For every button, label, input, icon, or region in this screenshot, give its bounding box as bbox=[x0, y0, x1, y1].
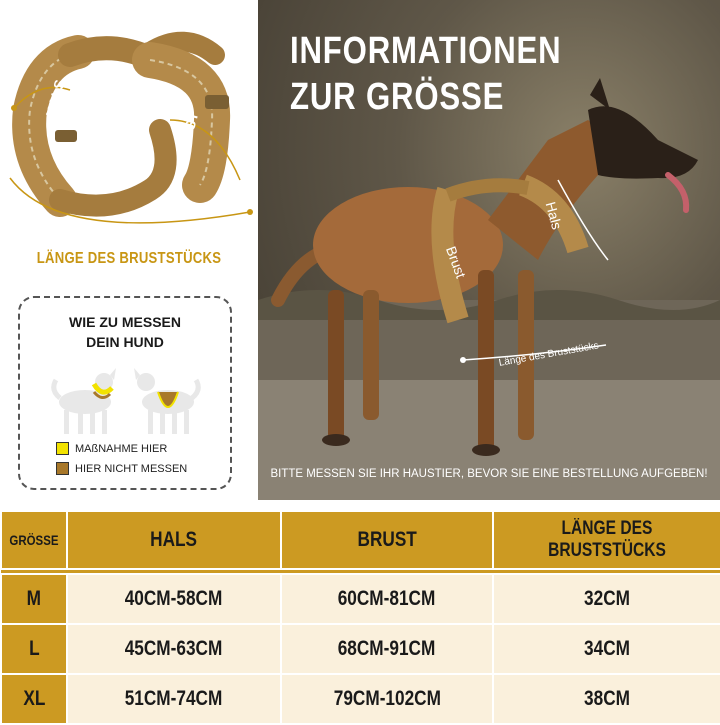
size-cell: M bbox=[1, 574, 67, 624]
photo-title bbox=[290, 28, 561, 120]
measure-before-order-banner: BITTE MESSEN SIE IHR HAUSTIER, BEVOR SIE EINE BESTELLUNG AUFGEBEN! bbox=[270, 468, 708, 480]
chest-cell: 79CM-102CM bbox=[281, 674, 493, 724]
table-row bbox=[1, 574, 720, 624]
chest-cell: 68CM-91CM bbox=[281, 624, 493, 674]
photo-lange-label: Länge des Bruststücks bbox=[498, 340, 600, 369]
legend-measure-here bbox=[56, 442, 167, 455]
dog-photo bbox=[258, 0, 720, 500]
header-size: GRÖSSE bbox=[1, 511, 67, 569]
measuring-guide-title-line2: DEIN HUND bbox=[86, 334, 164, 350]
header-chest: BRUST bbox=[281, 511, 493, 569]
length-cell: 32CM bbox=[493, 574, 720, 624]
neck-cell: 45CM-63CM bbox=[67, 624, 281, 674]
size-cell: XL bbox=[1, 674, 67, 724]
size-table bbox=[0, 510, 720, 725]
harness-lange-label: LÄNGE DES BRUSTSTÜCKS bbox=[36, 250, 222, 267]
chest-cell: 60CM-81CM bbox=[281, 574, 493, 624]
measuring-guide-title-line1: WIE ZU MESSEN bbox=[68, 314, 181, 330]
length-cell: 38CM bbox=[493, 674, 720, 724]
neck-cell: 51CM-74CM bbox=[67, 674, 281, 724]
harness-hals-label: HALS bbox=[42, 77, 68, 119]
legend-yellow-swatch bbox=[56, 442, 69, 455]
length-cell: 34CM bbox=[493, 624, 720, 674]
harness-brust-label: BRUST bbox=[173, 110, 202, 161]
neck-cell: 40CM-58CM bbox=[67, 574, 281, 624]
legend-measure-here-label: MAßNAHME HIER bbox=[75, 442, 168, 455]
harness-illustration-panel bbox=[0, 0, 258, 285]
photo-brust-label: Brust bbox=[442, 244, 470, 281]
size-cell: L bbox=[1, 624, 67, 674]
legend-do-not-measure bbox=[56, 462, 187, 475]
photo-title-line2: ZUR GRÖSSE bbox=[290, 76, 505, 118]
dog-neck-measure-icon bbox=[54, 368, 116, 434]
photo-title-line1: INFORMATIONEN bbox=[290, 30, 562, 72]
photo-hals-label: Hals bbox=[542, 200, 566, 232]
measuring-guide-title bbox=[20, 312, 230, 352]
legend-do-not-measure-label: HIER NICHT MESSEN bbox=[75, 462, 188, 475]
size-table-header bbox=[1, 511, 720, 569]
header-chest-length: LÄNGE DES BRUSTSTÜCKS bbox=[493, 511, 720, 569]
harness-illustration bbox=[0, 0, 258, 250]
dog-silhouettes bbox=[20, 360, 230, 440]
measuring-guide bbox=[18, 296, 232, 490]
table-row bbox=[1, 624, 720, 674]
dog-chest-measure-icon bbox=[134, 368, 198, 434]
header-neck: HALS bbox=[67, 511, 281, 569]
legend-brown-swatch bbox=[56, 462, 69, 475]
table-row bbox=[1, 674, 720, 724]
